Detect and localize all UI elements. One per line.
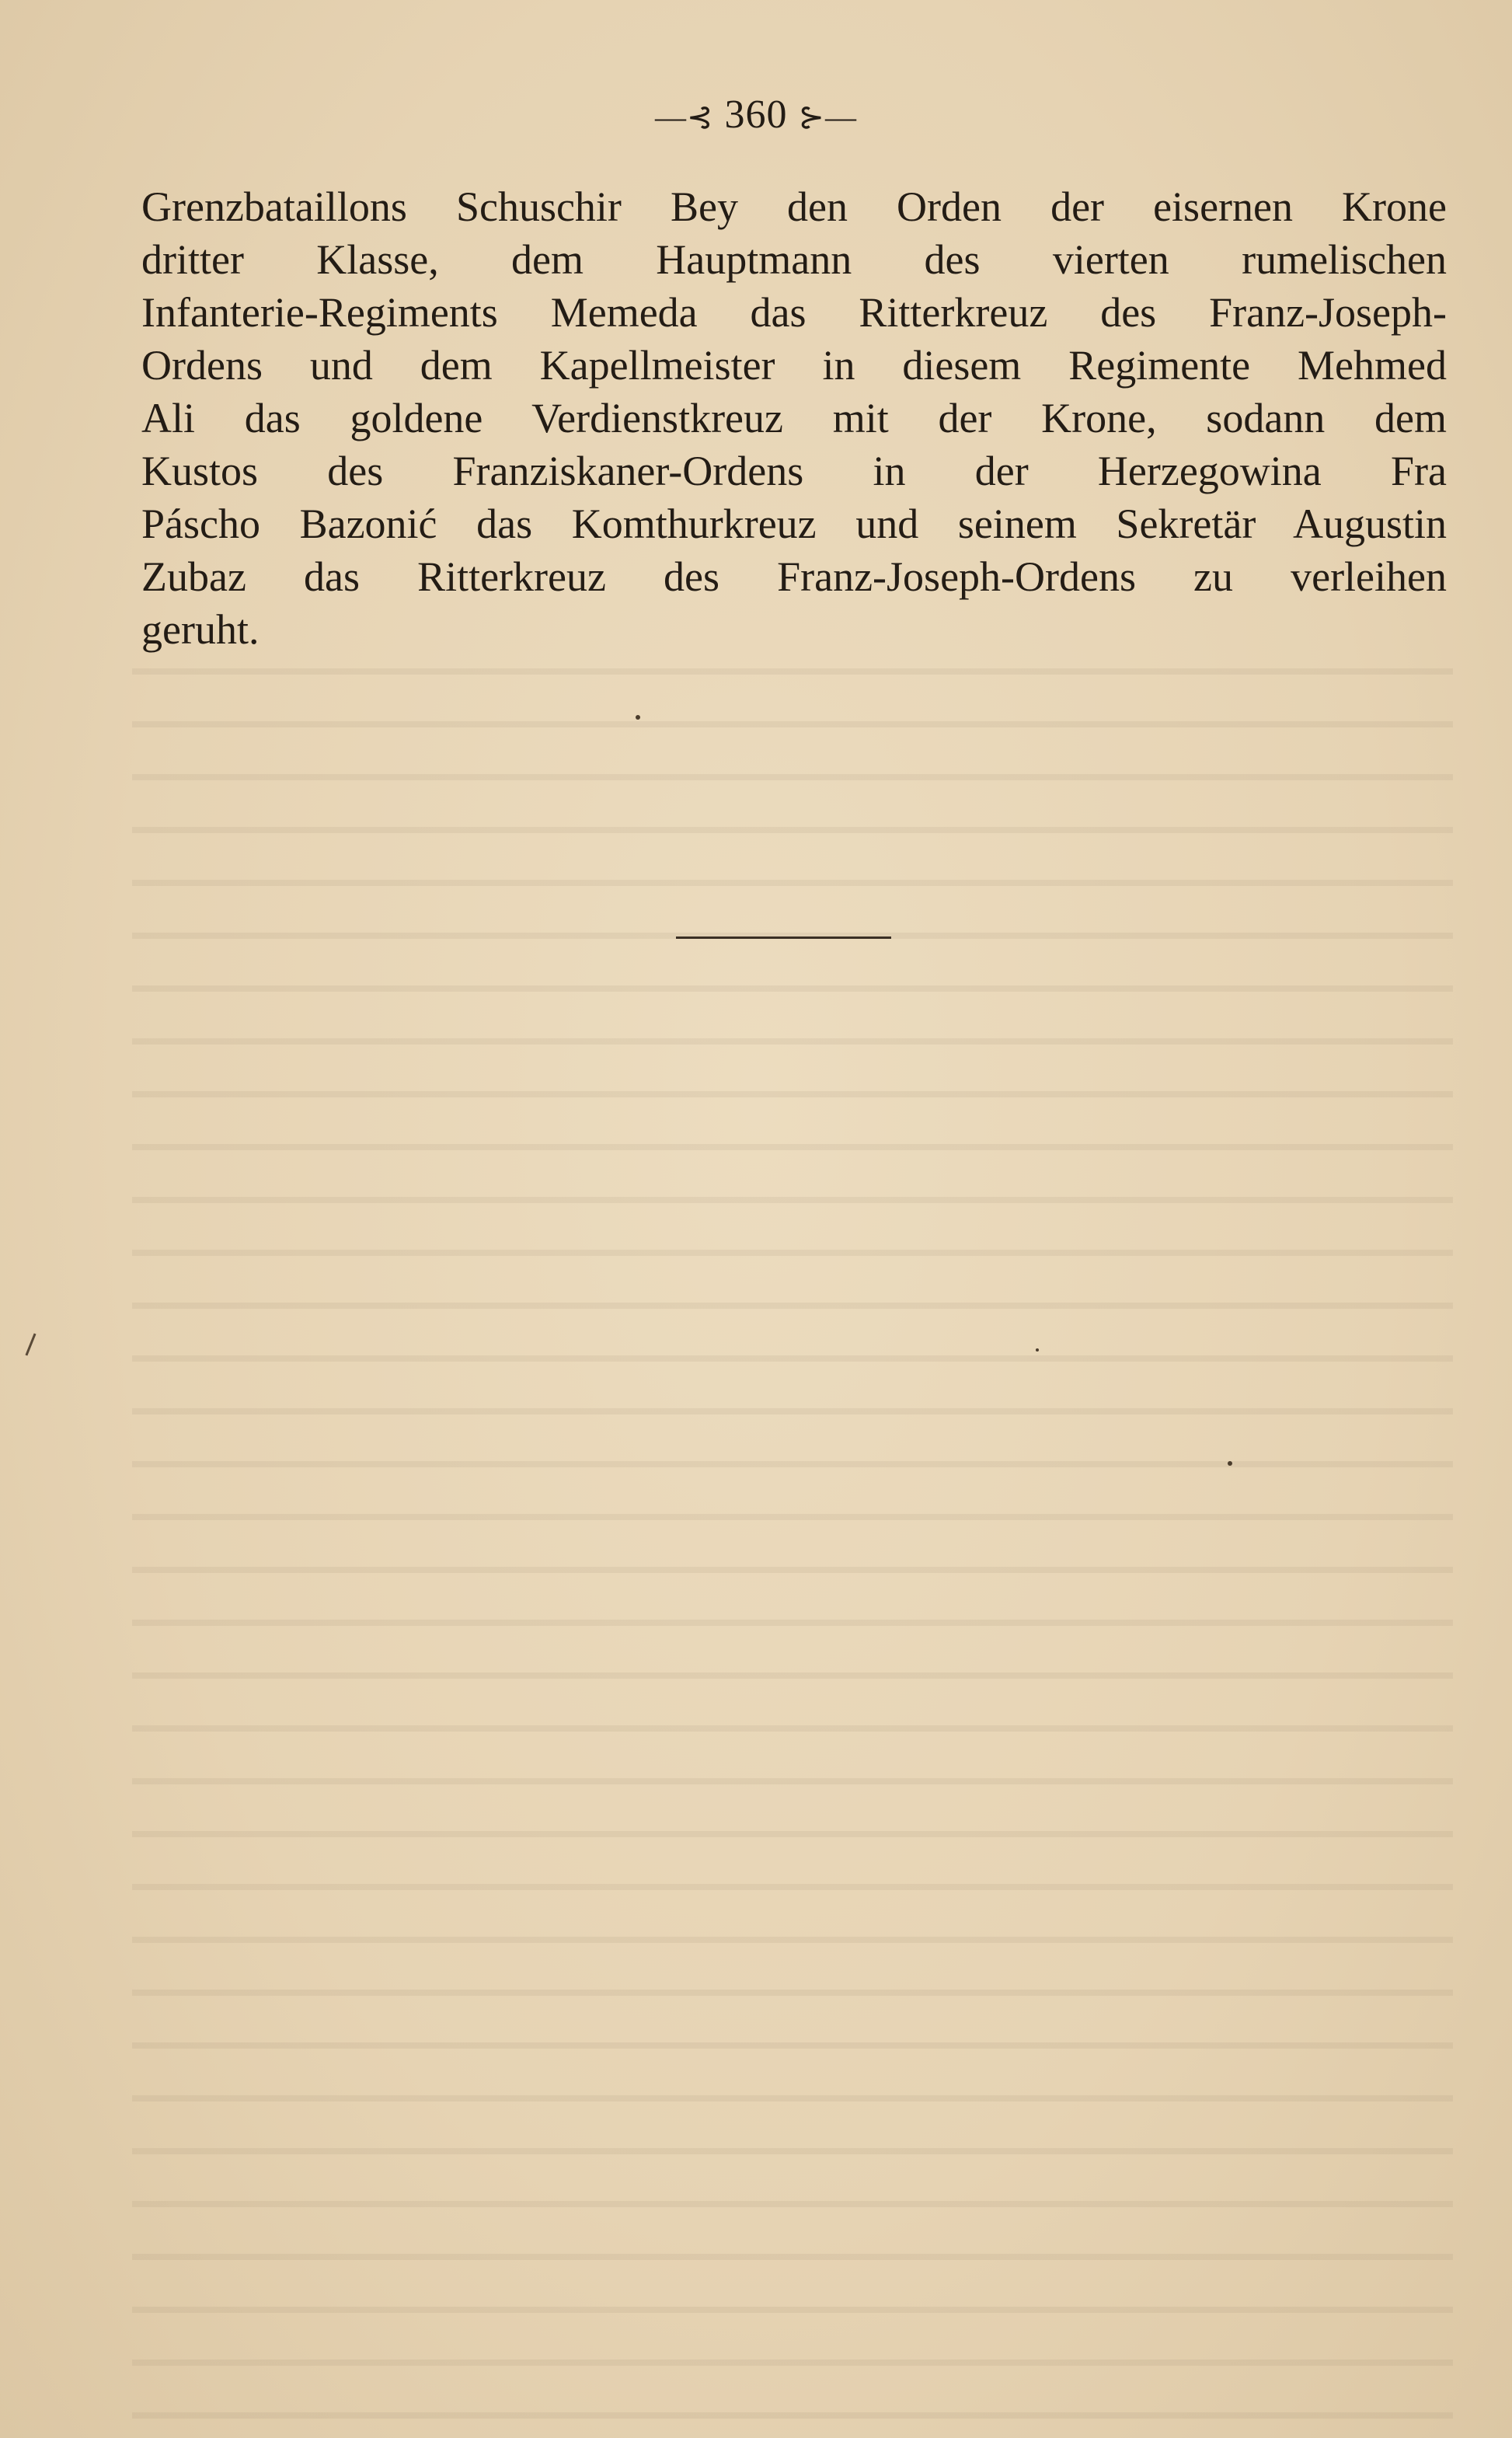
text-line: geruht. <box>141 606 260 653</box>
text-line: Ali das goldene Verdienstkreuz mit der Krone, sodann dem <box>141 395 1447 441</box>
section-divider <box>676 936 891 939</box>
body-paragraph <box>141 180 1447 656</box>
text-line: Páscho Bazonić das Komthurkreuz und seinem Sekretär Augustin <box>141 501 1447 547</box>
ornament-right-icon: ⊱— <box>798 99 858 134</box>
text-line: Grenzbataillons Schuschir Bey den Orden der eisernen Krone <box>141 183 1447 230</box>
text-line: Zubaz das Ritterkreuz des Franz-Joseph-Ordens zu verleihen <box>141 553 1447 600</box>
bleed-through-text <box>132 637 1453 2425</box>
paper-speck <box>1228 1461 1232 1466</box>
paper-scratch <box>25 1334 36 1356</box>
text-line: dritter Klasse, dem Hauptmann des vierten rumelischen <box>141 236 1447 283</box>
paper-speck <box>1036 1348 1039 1352</box>
text-line: Ordens und dem Kapellmeister in diesem Regimente Mehmed <box>141 342 1447 389</box>
text-line: Kustos des Franziskaner-Ordens in der Herzegowina Fra <box>141 448 1447 494</box>
paper-speck <box>636 715 640 720</box>
ornament-left-icon: —⊰ <box>654 99 714 134</box>
page-header <box>0 92 1512 138</box>
text-line: Infanterie-Regiments Memeda das Ritterkreuz des Franz-Joseph- <box>141 289 1447 336</box>
page-number: 360 <box>724 92 788 137</box>
